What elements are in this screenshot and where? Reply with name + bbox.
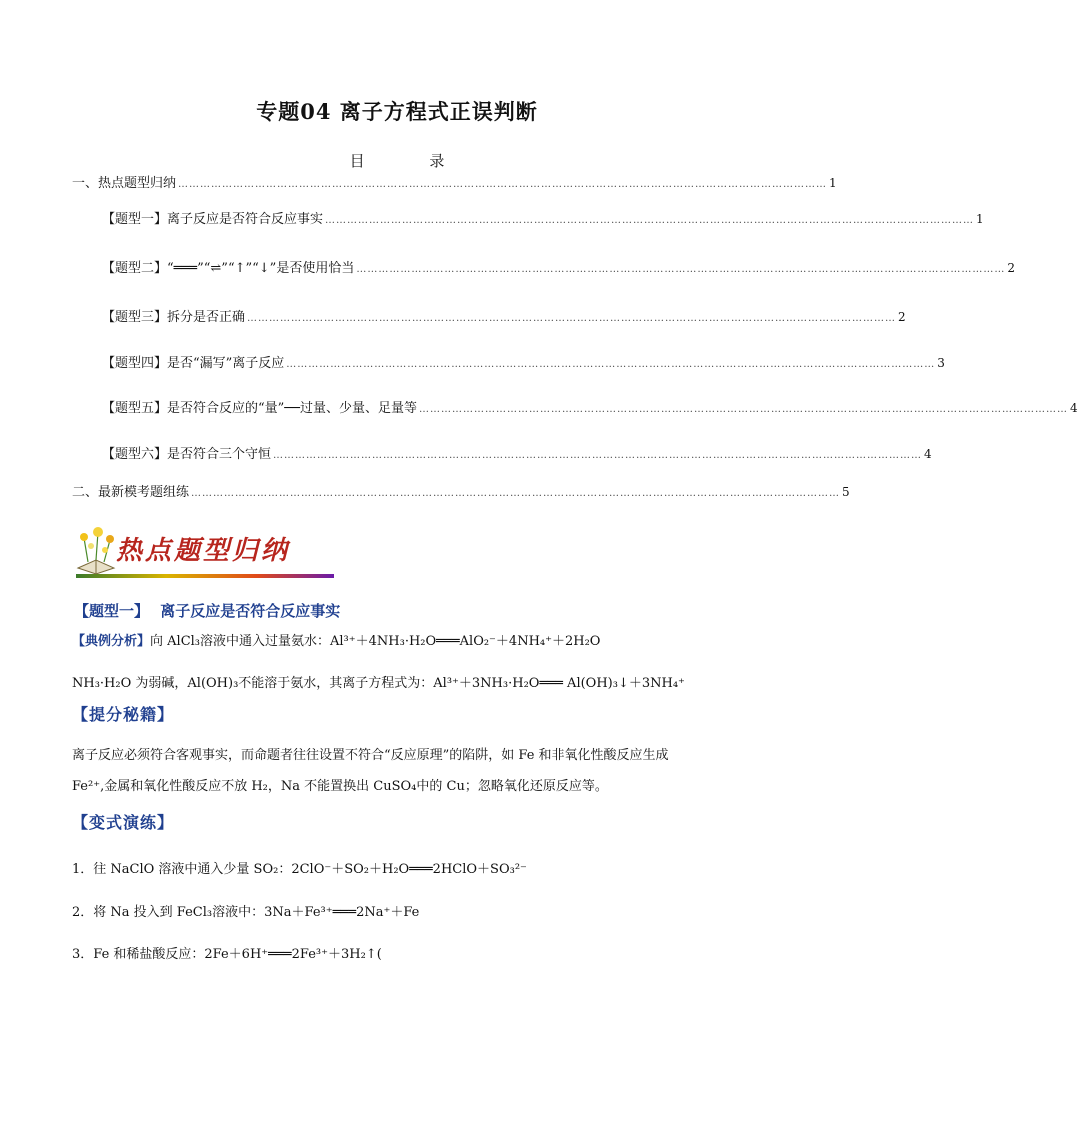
- toc-item-label: 【题型五】是否符合反应的“量”──过量、少量、足量等: [102, 401, 417, 416]
- toc-leader-dots: ……………………………………………………………………………………………………………………………………………………………: [325, 215, 975, 226]
- toc-leader-dots: ……………………………………………………………………………………………………………………………………………………………: [191, 488, 841, 499]
- section-tag: 【题型一】: [74, 602, 150, 620]
- toc-leader-dots: ……………………………………………………………………………………………………………………………………………………………: [178, 179, 828, 190]
- toc-item-label: 二、最新模考题组练: [72, 485, 190, 500]
- toc-item-label: 【题型四】是否“漏写”离子反应: [102, 356, 285, 371]
- toc-item[interactable]: [102, 352, 945, 371]
- toc-heading-right: 录: [429, 152, 445, 170]
- banner-title: 热点题型归纳: [116, 536, 291, 566]
- toc-item[interactable]: [102, 443, 932, 462]
- toc-item-page: 4: [924, 447, 932, 461]
- toc-leader-dots: ……………………………………………………………………………………………………………………………………………………………: [418, 404, 1068, 415]
- toc-item-page: 4: [1069, 401, 1078, 415]
- toc-heading-left: 目: [349, 152, 365, 170]
- tips-heading: 【提分秘籍】: [72, 705, 175, 724]
- toc-leader-dots: ……………………………………………………………………………………………………………………………………………………………: [356, 264, 1006, 275]
- practice-heading: 【变式演练】: [72, 813, 175, 832]
- toc-item-page: 3: [937, 356, 945, 370]
- toc-item-page: 1: [976, 212, 984, 226]
- toc-item-page: 2: [898, 310, 906, 324]
- toc-item[interactable]: [72, 481, 850, 500]
- toc-item[interactable]: [102, 257, 1015, 276]
- book-flowers-icon: [78, 527, 114, 574]
- toc-item-label: 【题型六】是否符合三个守恒: [102, 447, 272, 462]
- toc-item-page: 2: [1007, 261, 1015, 275]
- toc-item-label: 一、热点题型归纳: [72, 176, 177, 191]
- example-tag: 【典例分析】: [72, 634, 151, 649]
- toc-leader-dots: ……………………………………………………………………………………………………………………………………………………………: [273, 450, 923, 461]
- example-line: [72, 630, 600, 649]
- practice-item: 2．将 Na 投入到 FeCl₃溶液中：3Na＋Fe³⁺═══2Na⁺＋Fe: [72, 905, 420, 920]
- toc-item-page: 1: [829, 176, 837, 190]
- toc-item-label: 【题型一】离子反应是否符合反应事实: [102, 212, 324, 227]
- toc-item-page: 5: [842, 485, 850, 499]
- section-title: 离子反应是否符合反应事实: [160, 602, 341, 620]
- toc-leader-dots: ……………………………………………………………………………………………………………………………………………………………: [286, 359, 936, 370]
- tips-line-2: Fe²⁺,金属和氧化性酸反应不放 H₂，Na 不能置换出 CuSO₄中的 Cu；忽略氧化还原反应等。: [72, 779, 608, 794]
- tips-line-1: 离子反应必须符合客观事实，而命题者往往设置不符合“反应原理”的陷阱，如 Fe 和非氧化性酸反应生成: [72, 748, 669, 763]
- toc-leader-dots: ……………………………………………………………………………………………………………………………………………………………: [247, 313, 897, 324]
- toc-item-label: 【题型三】拆分是否正确: [102, 310, 246, 325]
- toc-item[interactable]: [102, 306, 906, 325]
- toc-item[interactable]: [102, 397, 1078, 416]
- example-text: 向 AlCl₃溶液中通入过量氨水：Al³⁺＋4NH₃·H₂O═══AlO₂⁻＋4NH₄⁺＋2H₂O: [150, 634, 601, 649]
- page-title: 专题04 离子方程式正误判断: [256, 99, 538, 124]
- toc-heading: [0, 150, 794, 171]
- toc-item[interactable]: [102, 208, 984, 227]
- practice-item: 1．往 NaClO 溶液中通入少量 SO₂：2ClO⁻＋SO₂＋H₂O═══2HClO＋SO₃²⁻: [72, 862, 527, 877]
- practice-item: 3．Fe 和稀盐酸反应：2Fe＋6H⁺═══2Fe³⁺＋3H₂↑(: [72, 947, 382, 962]
- section-heading: [74, 600, 340, 621]
- toc-item-label: 【题型二】“═══”“⇌”“↑”“↓”是否使用恰当: [102, 261, 355, 276]
- analysis-text: NH₃·H₂O 为弱碱，Al(OH)₃不能溶于氨水，其离子方程式为：Al³⁺＋3NH₃·H₂O═══ Al(OH)₃↓＋3NH₄⁺: [72, 676, 685, 691]
- toc-item[interactable]: [72, 172, 837, 191]
